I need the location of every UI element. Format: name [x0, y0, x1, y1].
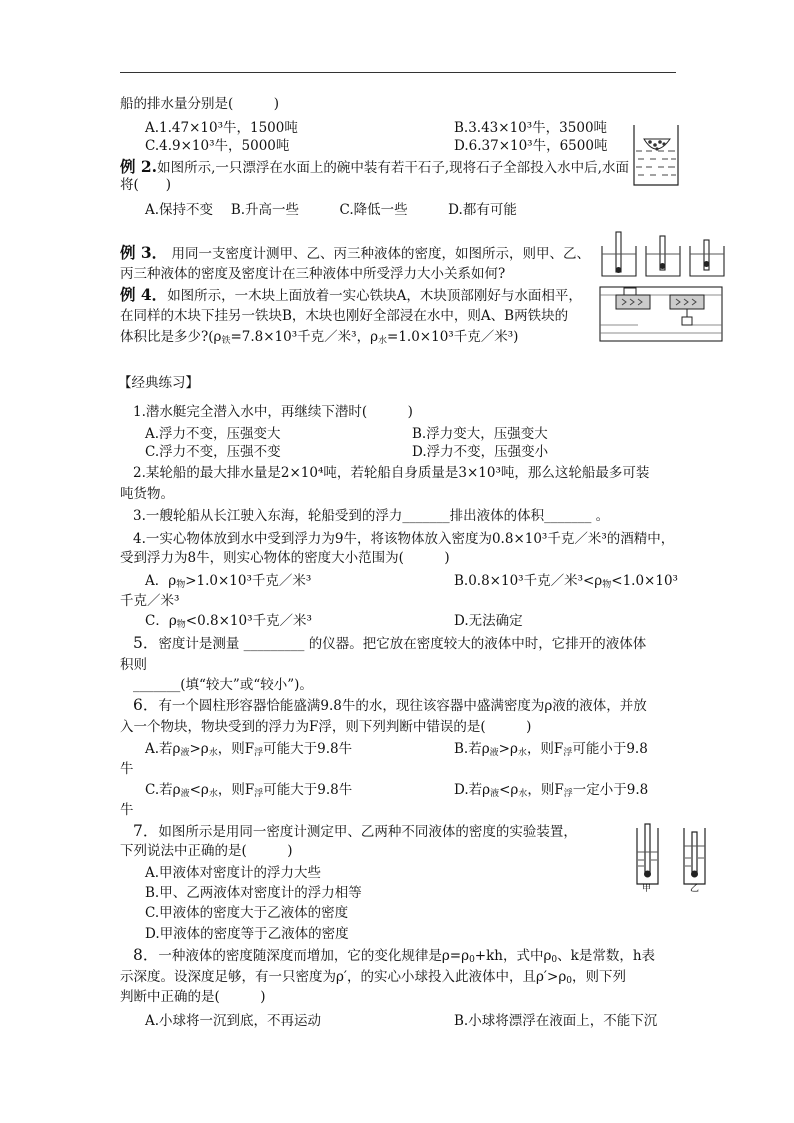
p1-line: 船的排水量分别是( ) [120, 96, 280, 112]
q8-stem: 8．一种液体的密度随深度而增加，它的变化规律是$\rho=\rho_0+kh$，式中$\rho_0$、k是常数，h表 [133, 946, 656, 965]
section-title: 【经典练习】 [118, 375, 199, 391]
q2-stem: 2.某轮船的最大排水量是2×10⁴吨，若轮船自身质量是3×10³吨，那么这轮船最多可装 [133, 465, 650, 481]
example-3-text-cont: 丙三种液体的密度及密度计在三种液体中所受浮力大小关系如何? [120, 266, 506, 282]
q7-option-b: B.甲、乙两液体对密度计的浮力相等 [145, 885, 362, 901]
q8-option-b: B.小球将漂浮在液面上，不能下沉 [454, 1013, 658, 1029]
q8-option-a: A.小球将一沉到底，不再运动 [145, 1013, 322, 1029]
q8-stem-end: 判断中正确的是( ) [120, 989, 266, 1005]
example-4-text: 如图所示，一木块上面放着一实心铁块A，木块顶部刚好与水面相平， [167, 288, 582, 304]
q5-blank: _______(填“较大”或“较小”)。 [133, 677, 313, 693]
figure-label-left: 甲 [642, 884, 652, 892]
q1-stem: 1.潜水艇完全潜入水中，再继续下潜时( ) [133, 404, 413, 420]
example-3-text: 用同一支密度计测甲、乙、丙三种液体的密度，如图所示，则甲、乙、 [167, 246, 590, 262]
figure-label-right: 乙 [690, 884, 700, 892]
example-4-tag: 例 4． [120, 285, 168, 304]
example-4-text-end: 体积比是多少$?(\rho_铁=7.8\times 10^3$千克／米³，$\rho_水=1.0\times 10^3$千克／米³) [120, 329, 519, 346]
q5-stem-cont: 积则 [120, 657, 147, 673]
q4-option-b: B.0.8×10³千克／米$^3<\rho_物<1.0\times 10^3$ [454, 573, 678, 590]
hydrometer-three-liquids-figure [598, 228, 728, 280]
q6-option-a: A.若$\rho_液>\rho_水$，则$F_浮$可能大于9.8牛 [145, 741, 353, 758]
q7-option-d: D.甲液体的密度等于乙液体的密度 [145, 926, 349, 942]
q1-option-c: C.浮力不变，压强不变 [145, 444, 281, 460]
q5-stem: 5．密度计是测量 _________ 的仪器。把它放在密度较大的液体中时，它排开的液体体 [133, 634, 647, 652]
wood-block-iron-figure [598, 285, 724, 343]
p1-option-c: C.4.9×10³牛，5000吨 [145, 138, 290, 154]
p1-option-a: A.1.47×10³牛，1500吨 [145, 120, 298, 136]
example-2-text: 如图所示,一只漂浮在水面上的碗中装有若干石子,现将石子全部投入水中后,水面 [157, 160, 629, 176]
q7-option-c: C.甲液体的密度大于乙液体的密度 [145, 905, 349, 921]
q1-option-b: B.浮力变大，压强变大 [412, 426, 548, 442]
q4-option-b-cont: 千克／米³ [120, 593, 180, 609]
q6-option-c: C.若$\rho_液<\rho_水$，则$F_浮$可能大于9.8牛 [145, 782, 353, 799]
q6-option-d-wrap: 牛 [120, 802, 134, 818]
p1-option-b: B.3.43×10³牛，3500吨 [454, 120, 608, 136]
q2-stem-cont: 吨货物。 [120, 486, 174, 502]
q6-stem-cont: 入一个物块，物块受到的浮力为F浮，则下列判断中错误的是( ) [120, 719, 532, 735]
example-2-options: A.保持不变 B.升高一些 C.降低一些 D.都有可能 [145, 202, 517, 218]
q6-stem: 6．有一个圆柱形容器恰能盛满9.8牛的水，现往该容器中盛满密度为ρ液的液体，并放 [133, 696, 647, 714]
p1-option-d: D.6.37×10³牛，6500吨 [454, 138, 608, 154]
q4-option-a: A．$\rho_物>1.0\times 10^3$千克／米³ [145, 573, 312, 590]
q6-option-d: D.若$\rho_液<\rho_水$，则$F_浮$一定小于9.8 [454, 782, 649, 799]
example-2-text-cont: 将( ) [120, 177, 172, 193]
q1-option-a: A.浮力不变，压强变大 [145, 426, 281, 442]
example-3-tag: 例 3． [120, 243, 168, 262]
q3-stem: 3.一艘轮船从长江驶入东海，轮船受到的浮力_______排出液体的体积_______ 。 [133, 508, 610, 524]
q4-option-c: C．$\rho_物<0.8\times 10^3$千克／米³ [145, 613, 312, 630]
q6-option-b: B.若$\rho_液>\rho_水$，则$F_浮$可能小于9.8 [454, 741, 648, 758]
header-rule [120, 72, 676, 73]
bowl-in-water-figure [630, 123, 682, 187]
q4-option-d: D.无法确定 [454, 613, 523, 629]
q4-stem: 4.一实心物体放到水中受到浮力为9牛，将该物体放入密度为0.8×10³千克／米³的酒精中， [133, 531, 675, 547]
hydrometer-two-liquids-figure [632, 822, 712, 892]
q7-option-a: A.甲液体对密度计的浮力大些 [145, 865, 322, 881]
q6-option-b-wrap: 牛 [120, 761, 134, 777]
q8-stem-cont: 示深度。设深度足够，有一只密度为ρ′，的实心小球投入此液体中，且$\rho'>\rho_0$，则下列 [120, 969, 626, 986]
q4-stem-cont: 受到浮力为8牛，则实心物体的密度大小范围为( ) [120, 550, 450, 566]
example-2-tag: 例 2. [120, 157, 158, 176]
q1-option-d: D.浮力不变，压强变小 [412, 444, 549, 460]
example-4-text-cont: 在同样的木块下挂另一铁块B，木块也刚好全部浸在水中，则A、B两铁块的 [120, 308, 569, 324]
q7-stem: 7．如图所示是用同一密度计测定甲、乙两种不同液体的密度的实验装置， [133, 822, 577, 840]
q7-stem-cont: 下列说法中正确的是( ) [120, 843, 293, 859]
